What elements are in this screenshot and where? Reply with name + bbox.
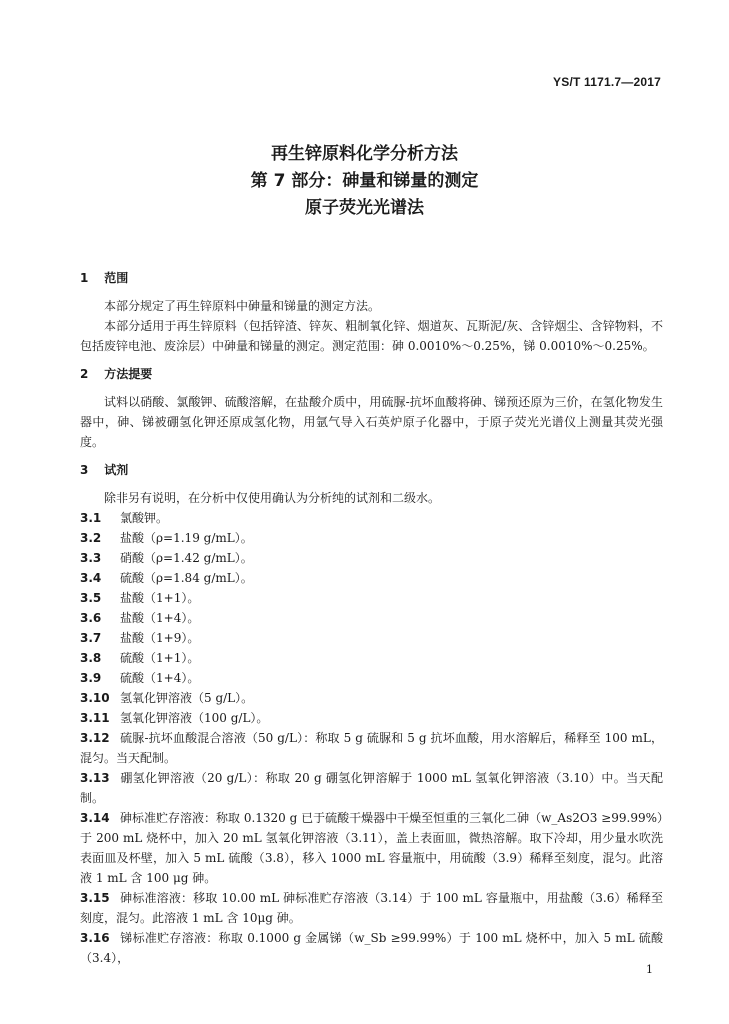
reagent-item <box>80 928 663 968</box>
section-number: 2 <box>80 367 89 381</box>
reagent-number: 3.5 <box>80 591 102 605</box>
reagent-item <box>80 768 663 808</box>
section-heading-method <box>80 364 663 384</box>
reagent-number: 3.6 <box>80 611 102 625</box>
reagent-number: 3.3 <box>80 551 102 565</box>
reagent-item <box>80 548 663 568</box>
reagents-intro: 除非另有说明，在分析中仅使用确认为分析纯的试剂和二级水。 <box>104 491 441 505</box>
title-line-1: 再生锌原料化学分析方法 <box>271 144 458 164</box>
reagent-number: 3.12 <box>80 731 110 745</box>
reagent-item <box>80 668 663 688</box>
reagent-text: 盐酸（1+4）。 <box>120 611 200 625</box>
section-number: 1 <box>80 271 89 285</box>
document-body <box>80 268 663 968</box>
reagent-number: 3.11 <box>80 711 110 725</box>
reagent-item <box>80 708 663 728</box>
reagent-text: 盐酸（ρ=1.19 g/mL）。 <box>120 531 253 545</box>
reagent-item <box>80 728 663 768</box>
method-paragraph: 试料以硝酸、氯酸钾、硫酸溶解，在盐酸介质中，用硫脲-抗坏血酸将砷、锑预还原为三价，在氢化物发生器中，砷、锑被硼氢化钾还原成氢化物，用氩气导入石英炉原子化器中，于原子荧光光谱仪上测量其荧光强度。 <box>80 395 663 449</box>
reagent-text: 硫酸（1+1）。 <box>120 651 200 665</box>
section-title: 范围 <box>104 271 129 285</box>
reagent-text: 硫酸（1+4）。 <box>120 671 200 685</box>
reagent-item <box>80 568 663 588</box>
reagent-text: 硫脲-抗坏血酸混合溶液（50 g/L）：称取 5 g 硫脲和 5 g 抗坏血酸，用水溶解后，稀释至 100 mL，混匀。当天配制。 <box>80 731 663 765</box>
reagent-text: 氯酸钾。 <box>120 511 169 525</box>
reagent-number: 3.1 <box>80 511 102 525</box>
reagent-text: 硼氢化钾溶液（20 g/L）：称取 20 g 硼氢化钾溶解于 1000 mL 氢氧化钾溶液（3.10）中。当天配制。 <box>80 771 663 805</box>
reagent-item <box>80 888 663 928</box>
reagent-list <box>80 508 663 968</box>
document-title <box>0 141 729 222</box>
reagent-number: 3.16 <box>80 931 110 945</box>
reagent-text: 砷标准溶液：移取 10.00 mL 砷标准贮存溶液（3.14）于 100 mL 容量瓶中，用盐酸（3.6）稀释至刻度，混匀。此溶液 1 mL 含 10μg 砷。 <box>80 891 663 925</box>
scope-paragraph-1: 本部分规定了再生锌原料中砷量和锑量的测定方法。 <box>104 299 381 313</box>
reagent-text: 盐酸（1+9）。 <box>120 631 200 645</box>
reagent-text: 硫酸（ρ=1.84 g/mL）。 <box>120 571 253 585</box>
reagent-number: 3.13 <box>80 771 110 785</box>
reagent-text: 氢氧化钾溶液（100 g/L）。 <box>120 711 269 725</box>
reagent-item <box>80 688 663 708</box>
section-heading-reagents <box>80 460 663 480</box>
reagent-item <box>80 608 663 628</box>
reagent-item <box>80 588 663 608</box>
title-line-3: 原子荧光光谱法 <box>305 198 424 218</box>
reagent-number: 3.4 <box>80 571 102 585</box>
reagent-text: 锑标准贮存溶液：称取 0.1000 g 金属锑（w_Sb ≥99.99%）于 100 mL 烧杯中，加入 5 mL 硫酸（3.4）， <box>80 931 663 965</box>
section-heading-scope <box>80 268 663 288</box>
reagent-number: 3.10 <box>80 691 110 705</box>
reagent-number: 3.7 <box>80 631 102 645</box>
section-title: 试剂 <box>104 463 129 477</box>
reagent-number: 3.14 <box>80 811 110 825</box>
reagent-number: 3.15 <box>80 891 110 905</box>
reagent-item <box>80 528 663 548</box>
reagent-item <box>80 508 663 528</box>
section-number: 3 <box>80 463 89 477</box>
reagent-item <box>80 628 663 648</box>
reagent-text: 硝酸（ρ=1.42 g/mL）。 <box>120 551 253 565</box>
page-number: 1 <box>646 963 653 976</box>
reagent-text: 盐酸（1+1）。 <box>120 591 200 605</box>
reagent-text: 砷标准贮存溶液：称取 0.1320 g 已于硫酸干燥器中干燥至恒重的三氧化二砷（w_As2O3 ≥99.99%）于 200 mL 烧杯中，加入 20 mL 氢氧化钾溶液（3.11），盖上表面皿，微热溶解。取下冷却，用少量水吹洗表面皿及杯壁，加入 5 mL 硫酸（3.8），移入 1000 mL 容量瓶中，用硫酸（3.9）稀释至刻度，混匀。此溶液 1 mL 含 100 μg 砷。 <box>80 811 663 885</box>
reagent-number: 3.9 <box>80 671 102 685</box>
title-line-2: 第 7 部分：砷量和锑量的测定 <box>250 171 479 191</box>
reagent-number: 3.8 <box>80 651 102 665</box>
standard-code: YS/T 1171.7—2017 <box>553 75 661 89</box>
reagent-item <box>80 648 663 668</box>
reagent-item <box>80 808 663 888</box>
scope-paragraph-2: 本部分适用于再生锌原料（包括锌渣、锌灰、粗制氧化锌、烟道灰、瓦斯泥/灰、含锌烟尘、含锌物料，不包括废锌电池、废涂层）中砷量和锑量的测定。测定范围：砷 0.0010%～0.25%，锑 0.0010%～0.25%。 <box>80 319 663 353</box>
reagent-number: 3.2 <box>80 531 102 545</box>
reagent-text: 氢氧化钾溶液（5 g/L）。 <box>120 691 254 705</box>
section-title: 方法提要 <box>104 367 153 381</box>
